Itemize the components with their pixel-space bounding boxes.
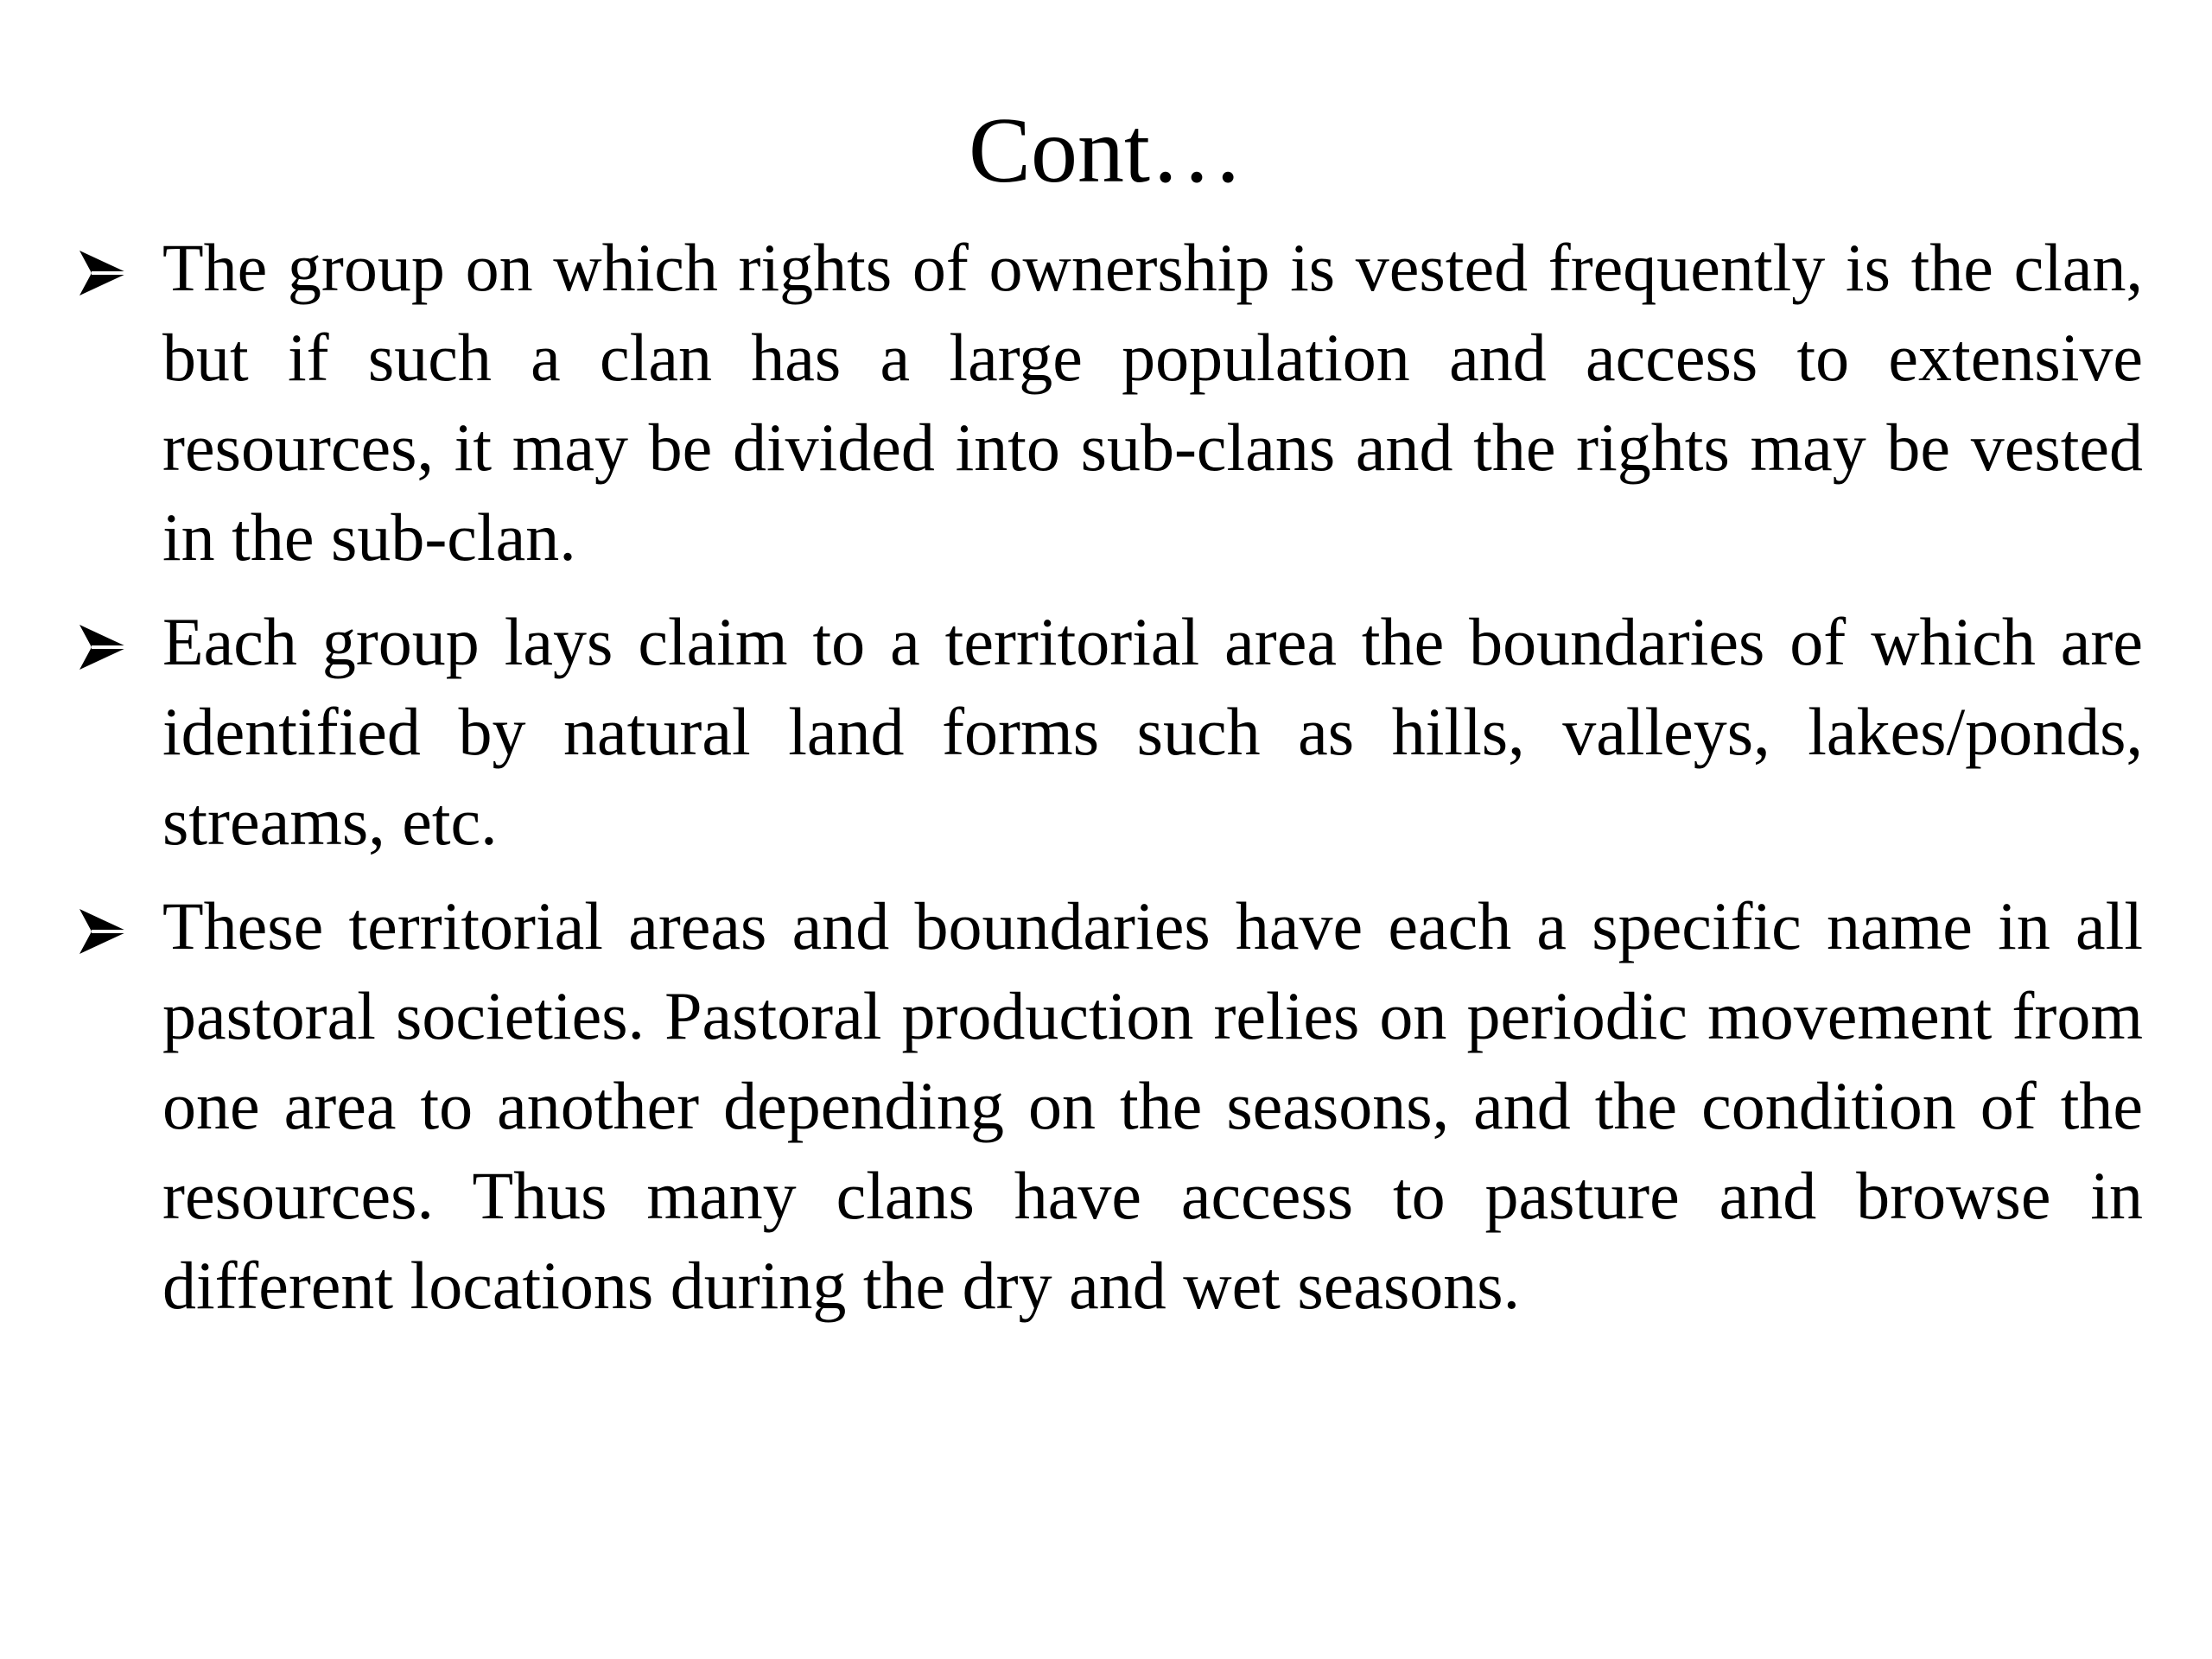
bullet-item-3 <box>78 881 2143 1331</box>
bullet-item-1 <box>78 223 2143 582</box>
arrowhead-bullet-icon <box>78 621 130 673</box>
slide-title: Cont… <box>968 99 1244 202</box>
arrowhead-bullet-icon <box>78 906 130 957</box>
bullet-list <box>78 223 2143 1345</box>
bullet-item-2 <box>78 597 2143 867</box>
arrowhead-bullet-icon <box>78 247 130 299</box>
bullet-text: The group on which rights of ownership is vested frequently is the clan, but if such a clan has a large population and access to extensive resources, it may be divided into sub-clans and the rights may be vested in the sub-clan. <box>162 230 2143 575</box>
bullet-text: These territorial areas and boundaries have each a specific name in all pastoral societies. Pastoral production relies on periodic movement from one area to another depending on the seasons, and the condition of the resources. Thus many clans have access to pasture and browse in different locations during the dry and wet seasons. <box>162 888 2143 1323</box>
bullet-text: Each group lays claim to a territorial area the boundaries of which are identified by natural land forms such as hills, valleys, lakes/ponds, streams, etc. <box>162 604 2143 859</box>
